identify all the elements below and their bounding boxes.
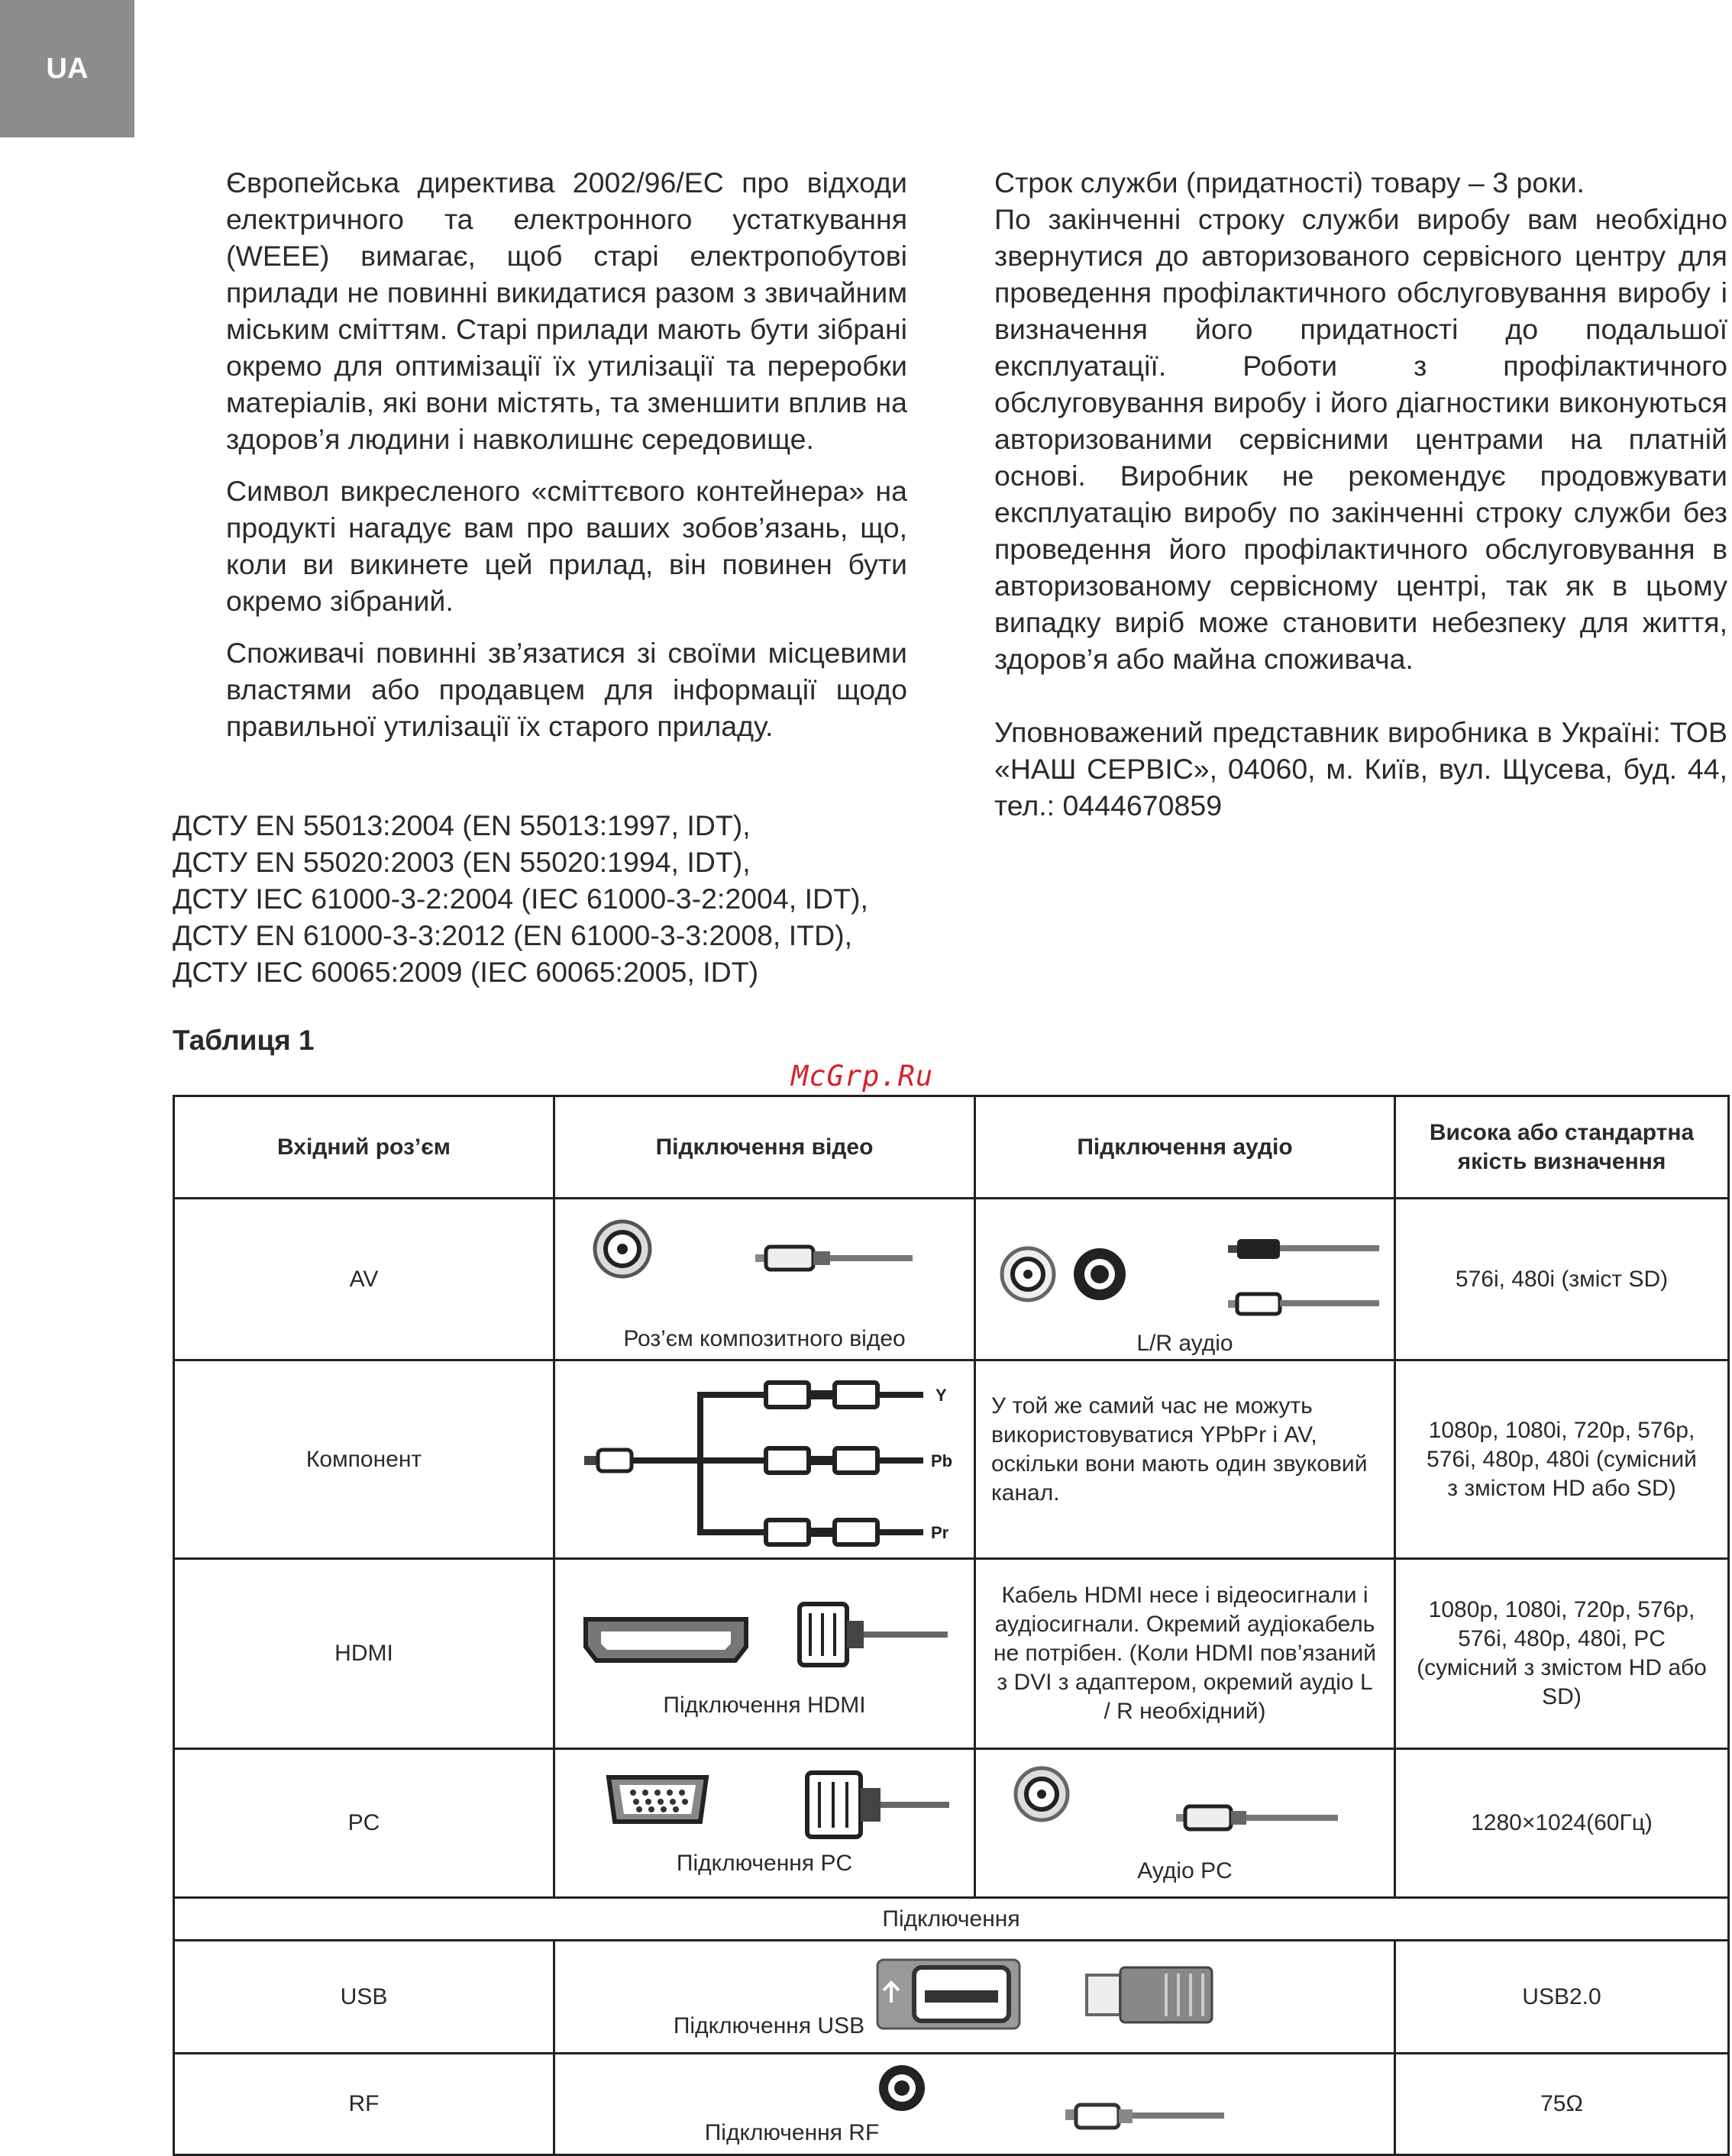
standard-line: ДСТУ EN 55020:2003 (EN 55020:1994, IDT), <box>173 846 751 878</box>
table-row <box>174 1749 1729 1898</box>
service-paragraph: По закінченні строку служби виробу вам необхідно звернутися до авторизованого сервісного центру для проведення профілактичного обслуговування виробу і визначення його придатності до подальшої експлуатації. Роботи з профілактичного обслуговування виробу і його діагностики виконуються авторизованими сервісними центрами на платній основі. Виробник не рекомендує продовжувати експлуатацію виробу по закінченні строку служби без проведення його профілактичного обслуговування в авторизованому сервісному центрі, так як в цьому випадку виріб може становити небезпеку для життя, здоров’я або майна споживача. <box>994 203 1727 675</box>
row-rf-connection <box>554 2054 1395 2155</box>
row-av-audio <box>975 1199 1395 1360</box>
service-life-line: Строк служби (придатності) товару – 3 роки. <box>994 166 1585 198</box>
row-hdmi-quality: 1080p, 1080i, 720p, 576p, 576i, 480p, 480i, PC (сумісний з змістом HD або SD) <box>1395 1559 1729 1749</box>
composite-connector-icon <box>555 1207 971 1322</box>
language-tab: UA <box>0 0 134 137</box>
connections-table <box>173 1095 1730 2156</box>
header-video: Підключення відео <box>554 1096 975 1199</box>
table-row <box>174 2054 1729 2155</box>
lr-audio-connector-icon <box>976 1215 1392 1329</box>
component-label-y: Y <box>935 1386 947 1405</box>
row-component-quality: 1080p, 1080i, 720p, 576p, 576i, 480p, 480i (сумісний з змістом HD або SD) <box>1395 1360 1729 1559</box>
row-component-video <box>554 1360 975 1559</box>
usb-caption: Підключення USB <box>673 2013 865 2038</box>
row-av-name: AV <box>174 1199 554 1360</box>
standard-line: ДСТУ IEC 61000-3-2:2004 (IEC 61000-3-2:2004, IDT), <box>173 883 868 915</box>
vga-connector-icon <box>555 1767 971 1851</box>
composite-video-caption: Роз’єм композитного відео <box>623 1326 906 1351</box>
pc-audio-caption: Аудіо PC <box>1137 1858 1233 1883</box>
component-label-pb: Pb <box>931 1451 953 1470</box>
row-rf-name: RF <box>174 2054 554 2155</box>
pc-audio-connector-icon <box>976 1764 1392 1848</box>
header-input: Вхідний роз’єм <box>174 1096 554 1199</box>
row-pc-quality: 1280×1024(60Гц) <box>1395 1749 1729 1898</box>
table-row <box>174 1199 1729 1360</box>
weee-paragraph-2: Символ викресленого «сміттєвого контейнера» на продукті нагадує вам про ваших зобов’язань, що, коли ви викинете цей прилад, він повинен бути окремо зібраний. <box>226 475 907 617</box>
row-pc-name: PC <box>174 1749 554 1898</box>
header-quality: Висока або стандартна якість визначення <box>1395 1096 1729 1199</box>
row-hdmi-name: HDMI <box>174 1559 554 1749</box>
weee-paragraph-3: Споживачі повинні зв’язатися зі своїми місцевими властями або продавцем для інформації щодо правильної утилізації їх старого приладу. <box>226 637 907 742</box>
header-audio: Підключення аудіо <box>975 1096 1395 1199</box>
row-usb-connection <box>554 1941 1395 2054</box>
standards-list <box>173 807 936 990</box>
row-component-audio: У той же самий час не можуть використовуватися YPbPr і AV, оскільки вони мають один звуковий канал. <box>975 1360 1395 1559</box>
row-av-video <box>554 1199 975 1360</box>
row-component-name: Компонент <box>174 1360 554 1559</box>
row-rf-quality: 75Ω <box>1395 2054 1729 2155</box>
section-connections: Підключення <box>174 1898 1729 1941</box>
row-usb-quality: USB2.0 <box>1395 1941 1729 2054</box>
table-row <box>174 1360 1729 1559</box>
row-pc-audio <box>975 1749 1395 1898</box>
lr-audio-caption: L/R аудіо <box>1136 1331 1233 1356</box>
representative-info: Уповноважений представник виробника в Україні: ТОВ «НАШ СЕРВІС», 04060, м. Київ, вул. Щусева, буд. 44, тел.: 0444670859 <box>994 716 1727 821</box>
hdmi-video-caption: Підключення HDMI <box>663 1693 866 1718</box>
watermark: McGrp.Ru <box>791 1060 934 1093</box>
rf-caption: Підключення RF <box>704 2120 880 2145</box>
component-label-pr: Pr <box>931 1523 949 1542</box>
standard-line: ДСТУ EN 61000-3-3:2012 (EN 61000-3-3:2008, ITD), <box>173 919 853 951</box>
standard-line: ДСТУ EN 55013:2004 (EN 55013:1997, IDT), <box>173 809 751 841</box>
weee-paragraph-1: Європейська директива 2002/96/ЕС про відходи електричного та електронного устаткування (WEEE) вимагає, щоб старі електропобутові прилади не повинні викидатися разом з звичайним міським сміттям. Старі прилади мають бути зібрані окремо для оптимізації їх утилізації та переробки матеріалів, які вони містять, та зменшити вплив на здоров’я людини і навколишнє середовище. <box>226 166 907 455</box>
row-pc-video <box>554 1749 975 1898</box>
table-header-row <box>174 1096 1729 1199</box>
service-life-section <box>994 164 1727 677</box>
pc-video-caption: Підключення PC <box>676 1851 853 1876</box>
row-hdmi-audio: Кабель HDMI несе і відеосигнали і аудіосигнали. Окремий аудіокабель не потрібен. (Коли HDMI пов’язаний з DVI з адаптером, окремий аудіо L / R необхідний) <box>975 1559 1395 1749</box>
table-section-row <box>174 1898 1729 1941</box>
standard-line: ДСТУ IEC 60065:2009 (IEC 60065:2005, IDT) <box>173 956 759 988</box>
table-title: Таблиця 1 <box>173 1025 315 1056</box>
weee-section <box>226 164 907 744</box>
component-cable-icon <box>555 1361 971 1557</box>
hdmi-connector-icon <box>555 1598 971 1705</box>
row-hdmi-video <box>554 1559 975 1749</box>
table-row <box>174 1941 1729 2054</box>
row-av-quality: 576i, 480i (зміст SD) <box>1395 1199 1729 1360</box>
row-usb-name: USB <box>174 1941 554 2054</box>
table-row <box>174 1559 1729 1749</box>
